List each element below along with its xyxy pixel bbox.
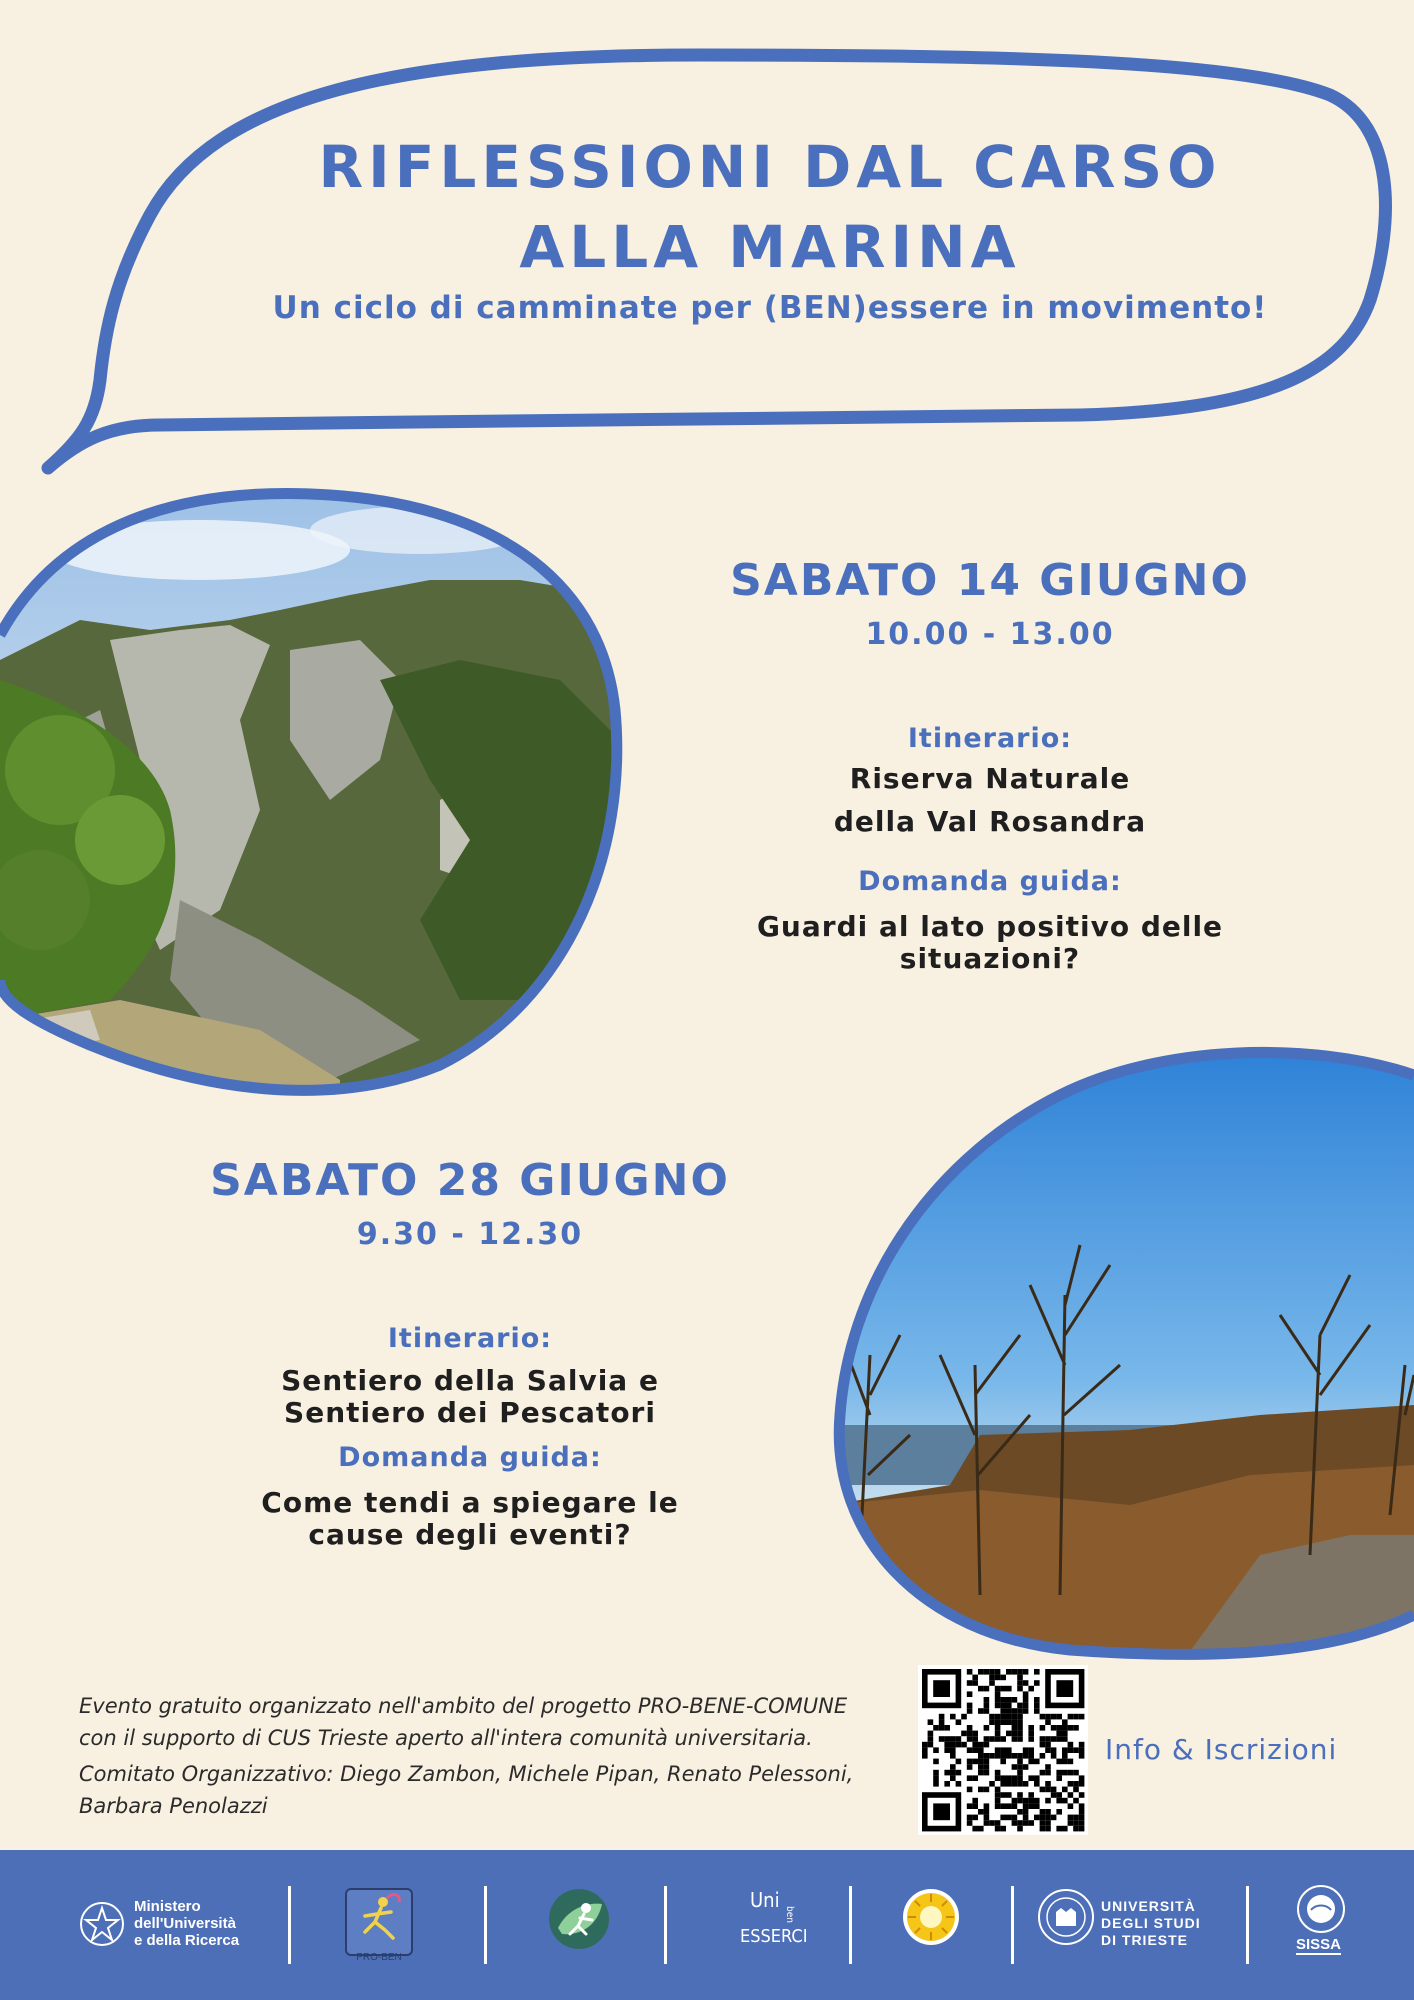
footer-divider (288, 1886, 291, 1964)
units-line2: DEGLI STUDI (1101, 1915, 1201, 1931)
unibenesserci-ben: ben (784, 1906, 795, 1923)
event1-itinerary-label: Itinerario: (907, 723, 1073, 754)
pro-ben-label: PRO-BEN (356, 1952, 402, 1963)
footnote-line4: Barbara Penolazzi (79, 1794, 268, 1818)
event1-question-line2: situazioni? (899, 942, 1081, 975)
event2-question-line1: Come tendi a spiegare le (261, 1486, 679, 1519)
sissa-seal-icon (1296, 1884, 1346, 1934)
units-line3: DI TRIESTE (1101, 1932, 1189, 1948)
event2-itinerary-line2: Sentiero dei Pescatori (284, 1396, 656, 1429)
event1-question-label: Domanda guida: (858, 866, 1122, 897)
footer-divider (664, 1886, 667, 1964)
event1-time: 10.00 - 13.00 (865, 617, 1115, 652)
qr-code[interactable] (918, 1665, 1088, 1835)
unibenesserci-uni: Uni (750, 1888, 780, 1912)
event2-itinerary-line1: Sentiero della Salvia e (281, 1364, 659, 1397)
leaf-person-icon (548, 1888, 610, 1950)
event2-itinerary-label: Itinerario: (387, 1323, 553, 1354)
cus-trieste-logo (902, 1888, 960, 1968)
photo-val-rosandra (0, 480, 640, 1100)
page-subtitle: Un ciclo di camminate per (BEN)essere in movimento! (272, 290, 1268, 326)
footnote-line3: Comitato Organizzativo: Diego Zambon, Michele Pipan, Renato Pelessoni, (79, 1762, 854, 1786)
footer-logo-bar (0, 1850, 1414, 2000)
sun-icon (902, 1888, 960, 1946)
unibenesserci-logo (732, 1888, 808, 1968)
event1-itinerary-line1: Riserva Naturale (849, 762, 1131, 795)
footer-divider (484, 1886, 487, 1964)
event2-time: 9.30 - 12.30 (356, 1217, 584, 1252)
event1-date: SABATO 14 GIUGNO (730, 555, 1250, 606)
page-title-line1: RIFLESSIONI DAL CARSO (318, 133, 1222, 201)
event2-question-label: Domanda guida: (338, 1442, 602, 1473)
footer-divider (849, 1886, 852, 1964)
ministry-line2: dell'Università (134, 1915, 236, 1932)
units-logo (1037, 1888, 1217, 1968)
pro-bene-comune-logo (548, 1888, 610, 1968)
sissa-label: SISSA (1296, 1936, 1342, 1953)
footnote-line1: Evento gratuito organizzato nell'ambito del progetto PRO-BENE-COMUNE (79, 1694, 848, 1718)
info-iscrizioni-link[interactable]: Info & Iscrizioni (1105, 1733, 1338, 1766)
ministry-emblem-icon (78, 1896, 126, 1952)
event2-question-line2: cause degli eventi? (308, 1518, 632, 1551)
event2-date: SABATO 28 GIUGNO (210, 1155, 730, 1206)
footer-divider (1246, 1886, 1249, 1964)
pro-ben-logo (345, 1888, 413, 1968)
footnote-line2: con il supporto di CUS Trieste aperto all'intera comunità universitaria. (79, 1726, 813, 1750)
footer-divider (1011, 1886, 1014, 1964)
ministry-line1: Ministero (134, 1898, 201, 1915)
unibenesserci-esserci: ESSERCI (740, 1926, 808, 1947)
runner-icon (347, 1890, 411, 1944)
page-title-line2: ALLA MARINA (519, 213, 1021, 281)
photo-sentiero-salvia (830, 1035, 1414, 1665)
ministry-logo (78, 1888, 278, 1968)
sissa-logo (1290, 1888, 1350, 1968)
ministry-line3: e della Ricerca (134, 1932, 240, 1949)
event1-itinerary-line2: della Val Rosandra (833, 805, 1147, 838)
event1-question-line1: Guardi al lato positivo delle (756, 910, 1224, 943)
units-line1: UNIVERSITÀ (1101, 1898, 1196, 1914)
units-seal-icon (1037, 1888, 1095, 1946)
